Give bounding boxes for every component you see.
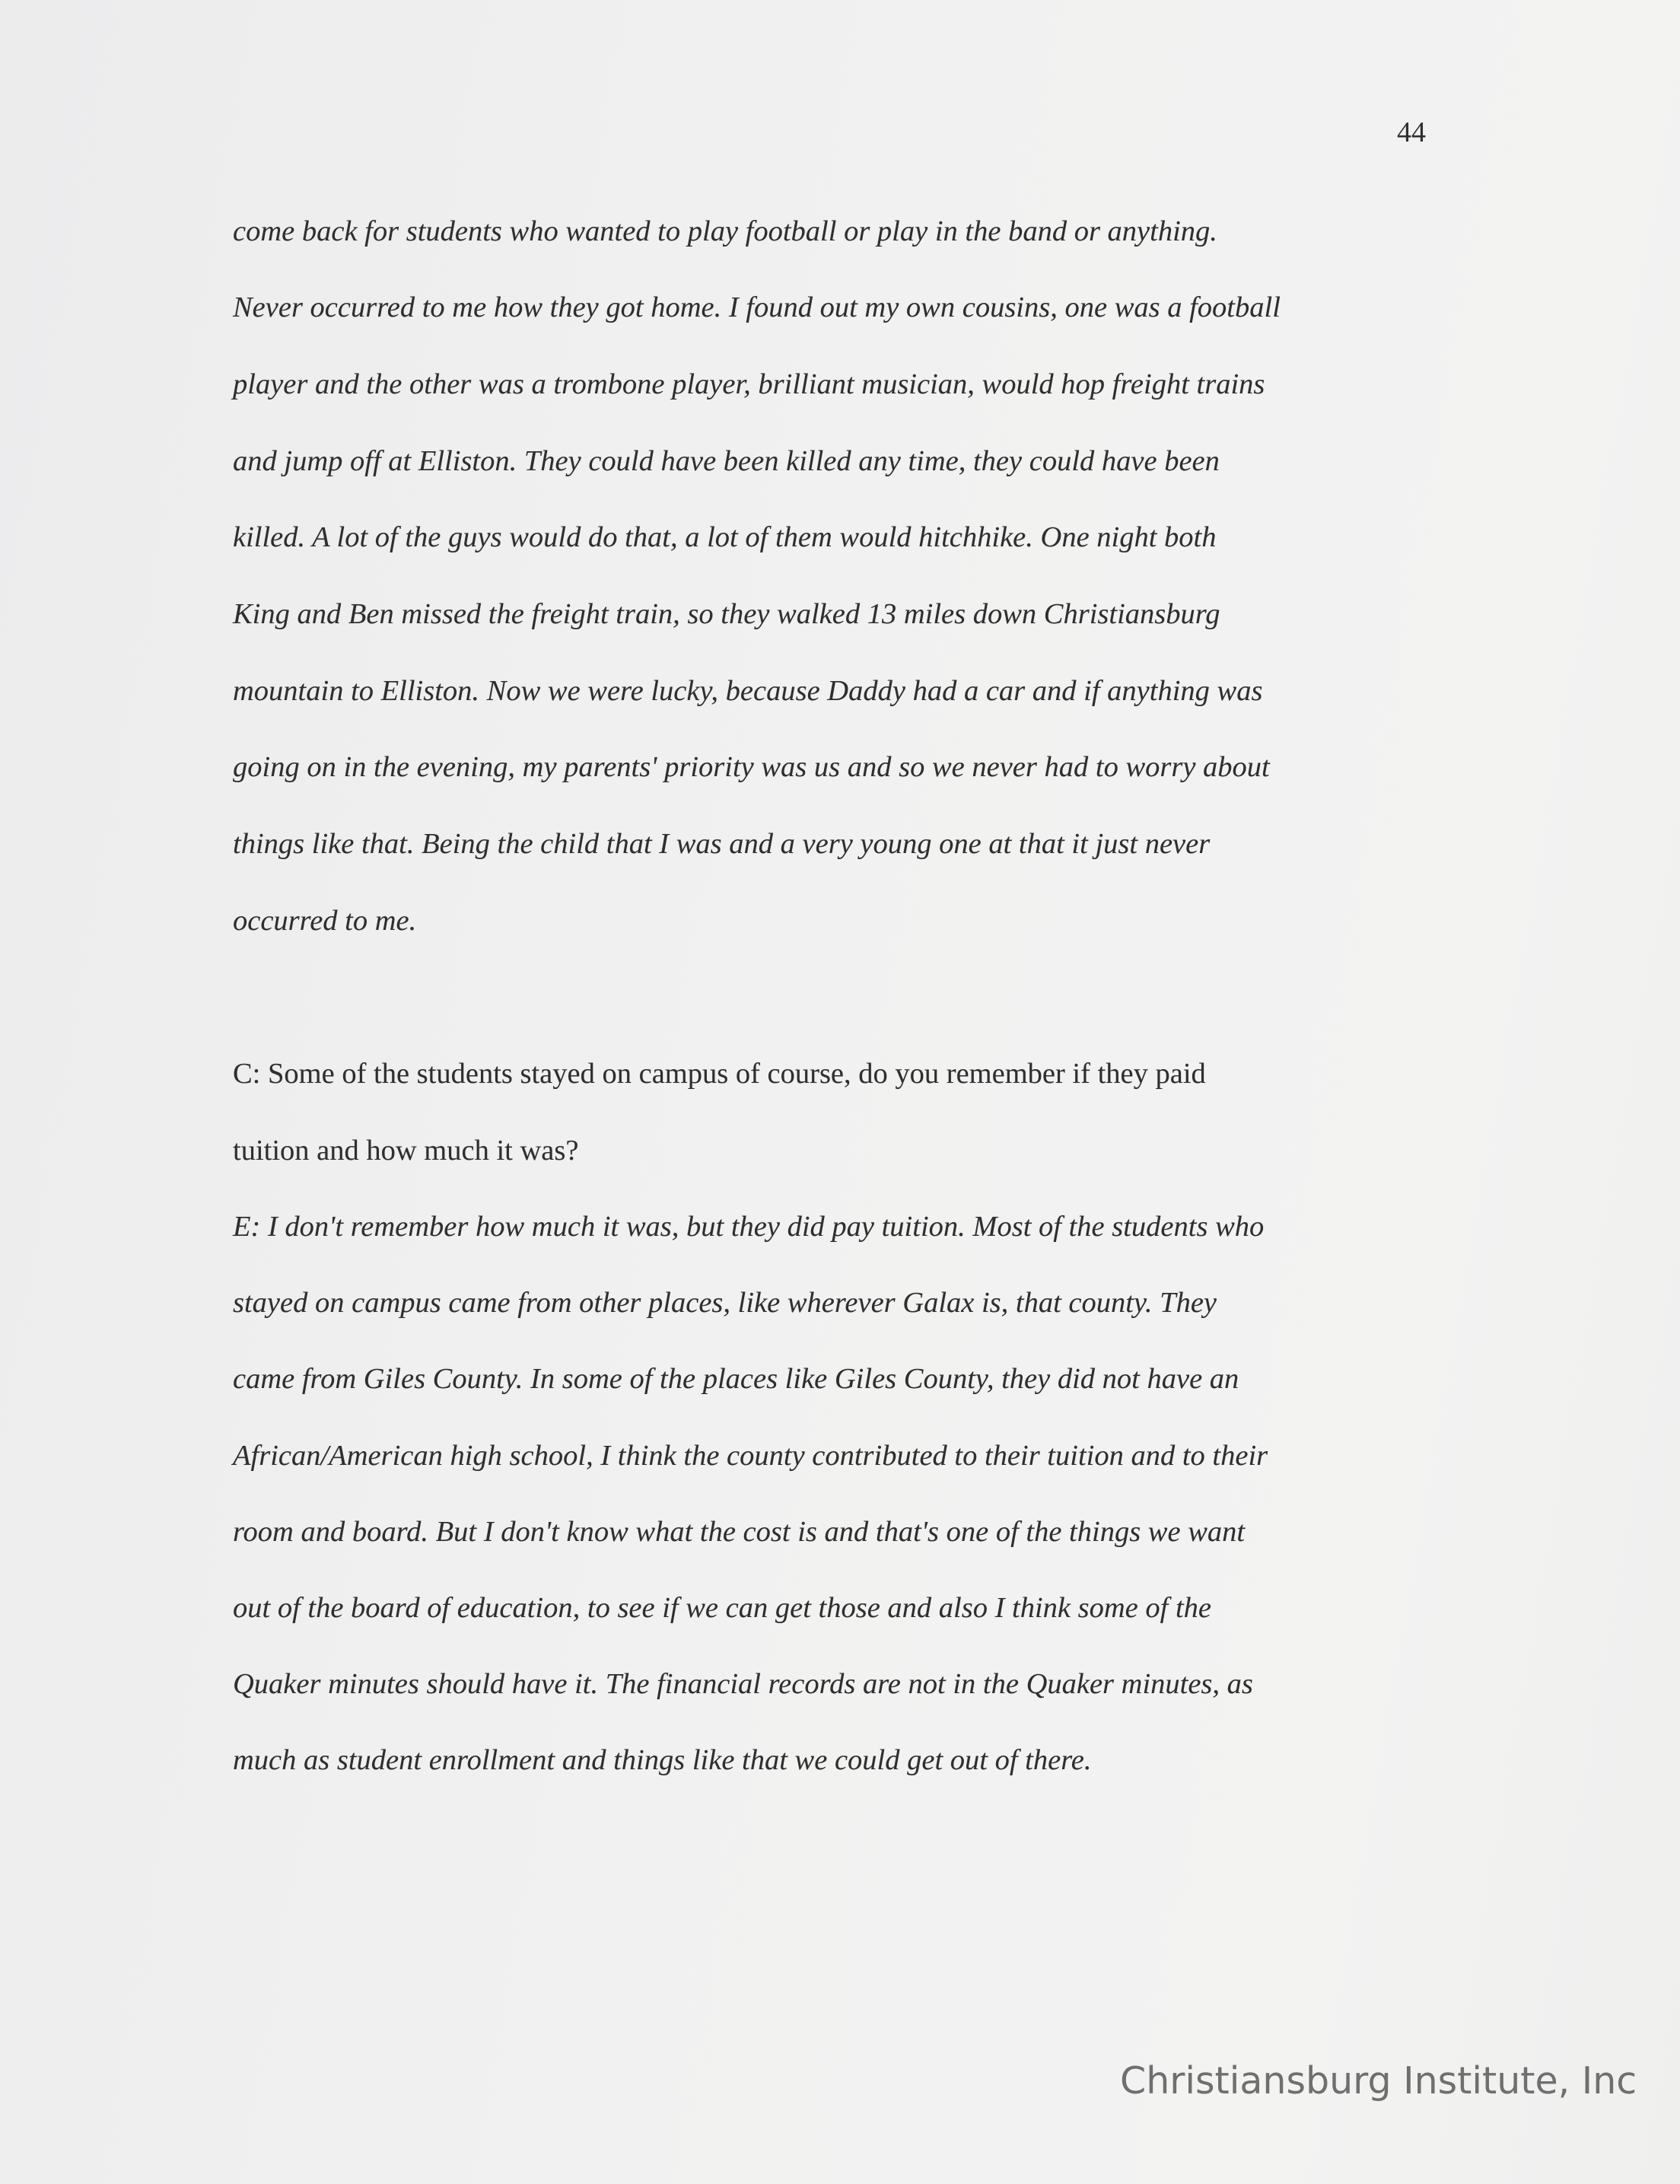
interviewee-answer-line: E: I don't remember how much it was, but they did pay tuition. Most of the students who <box>233 1211 1265 1243</box>
paragraph-1-line: things like that. Being the child that I was and a very young one at that it just never <box>233 828 1211 860</box>
paragraph-1-line: occurred to me. <box>233 905 417 937</box>
paragraph-1-line: come back for students who wanted to play football or play in the band or anything. <box>233 215 1217 247</box>
interviewee-answer-line: out of the board of education, to see if we can get those and also I think some of the <box>233 1592 1211 1624</box>
paragraph-1-line: mountain to Elliston. Now we were lucky, because Daddy had a car and if anything was <box>233 675 1263 707</box>
interviewee-answer-line: much as student enrollment and things like that we could get out of there. <box>233 1744 1092 1776</box>
watermark: Christiansburg Institute, Inc <box>1120 2059 1637 2103</box>
paragraph-1-line: player and the other was a trombone player, brilliant musician, would hop freight trains <box>233 368 1265 400</box>
interviewer-question-line: tuition and how much it was? <box>233 1135 579 1167</box>
page-number: 44 <box>1397 116 1426 148</box>
paragraph-1-line: Never occurred to me how they got home. I found out my own cousins, one was a football <box>233 291 1281 323</box>
interviewee-answer-line: came from Giles County. In some of the places like Giles County, they did not have an <box>233 1363 1239 1395</box>
interviewer-question-line: C: Some of the students stayed on campus of course, do you remember if they paid <box>233 1058 1206 1090</box>
paragraph-1-line: going on in the evening, my parents' priority was us and so we never had to worry about <box>233 751 1270 783</box>
interviewee-answer-line: stayed on campus came from other places, like wherever Galax is, that county. They <box>233 1287 1217 1319</box>
paragraph-1-line: and jump off at Elliston. They could have been killed any time, they could have been <box>233 445 1220 477</box>
paragraph-1-line: King and Ben missed the freight train, so they walked 13 miles down Christiansburg <box>233 598 1220 630</box>
interviewee-answer-line: African/American high school, I think the county contributed to their tuition and to their <box>233 1440 1268 1472</box>
interviewee-answer-line: room and board. But I don't know what the cost is and that's one of the things we want <box>233 1516 1246 1548</box>
paragraph-1-line: killed. A lot of the guys would do that, a lot of them would hitchhike. One night both <box>233 521 1217 553</box>
interviewee-answer-line: Quaker minutes should have it. The financial records are not in the Quaker minutes, as <box>233 1668 1253 1700</box>
